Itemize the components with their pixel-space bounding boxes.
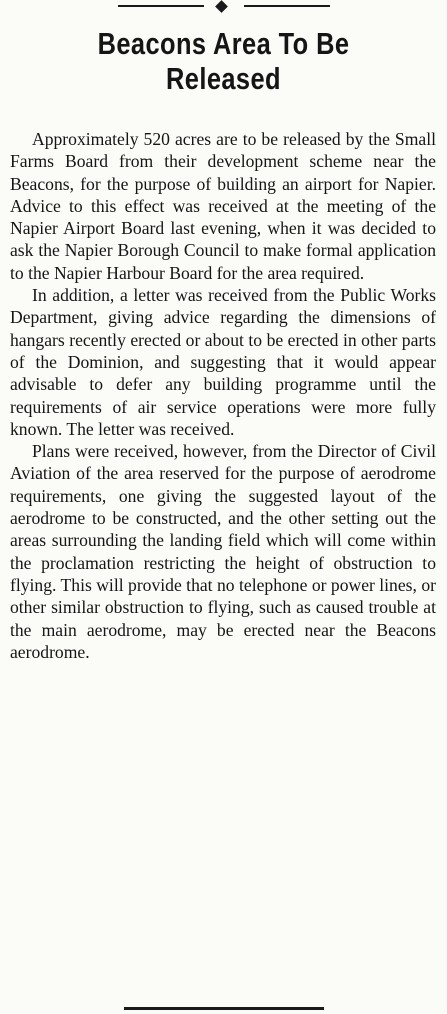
top-rule-right-bar: [244, 5, 330, 7]
top-rule-diamond-ornament: [215, 0, 228, 13]
article-paragraph-1: Approximately 520 acres are to be released by the Small Farms Board from their development scheme near the Beacons, for the purpose of building an airport for Napier. Advice to this effect was received at the meeting of the Napier Airport Board last evening, when it was decided to ask the Napier Borough Council to make formal application to the Napier Harbour Board for the area required.: [10, 129, 436, 283]
top-rule-left-bar: [118, 5, 204, 7]
article-headline: Beacons Area To Be Released: [97, 26, 350, 96]
article-body: [10, 128, 436, 663]
top-ornamental-rule: [118, 4, 330, 8]
bottom-rule: [124, 1007, 324, 1010]
article-paragraph-2: In addition, a letter was received from the Public Works Department, giving advice regarding the dimensions of hangars recently erected or about to be erected in other parts of the Dominion, and suggesting that it would appear advisable to defer any building programme until the requirements of air service operations were more fully known. The letter was received.: [10, 285, 436, 439]
article-paragraph-3: Plans were received, however, from the Director of Civil Aviation of the area reserved for the purpose of aerodrome requirements, one giving the suggested layout of the aerodrome to be constructed, and the other setting out the areas surrounding the landing field which will come within the proclamation restricting the height of obstruction to flying. This will provide that no telephone or power lines, or other similar obstruction to flying, such as caused trouble at the main aerodrome, may be erected near the Beacons aerodrome.: [10, 441, 436, 662]
